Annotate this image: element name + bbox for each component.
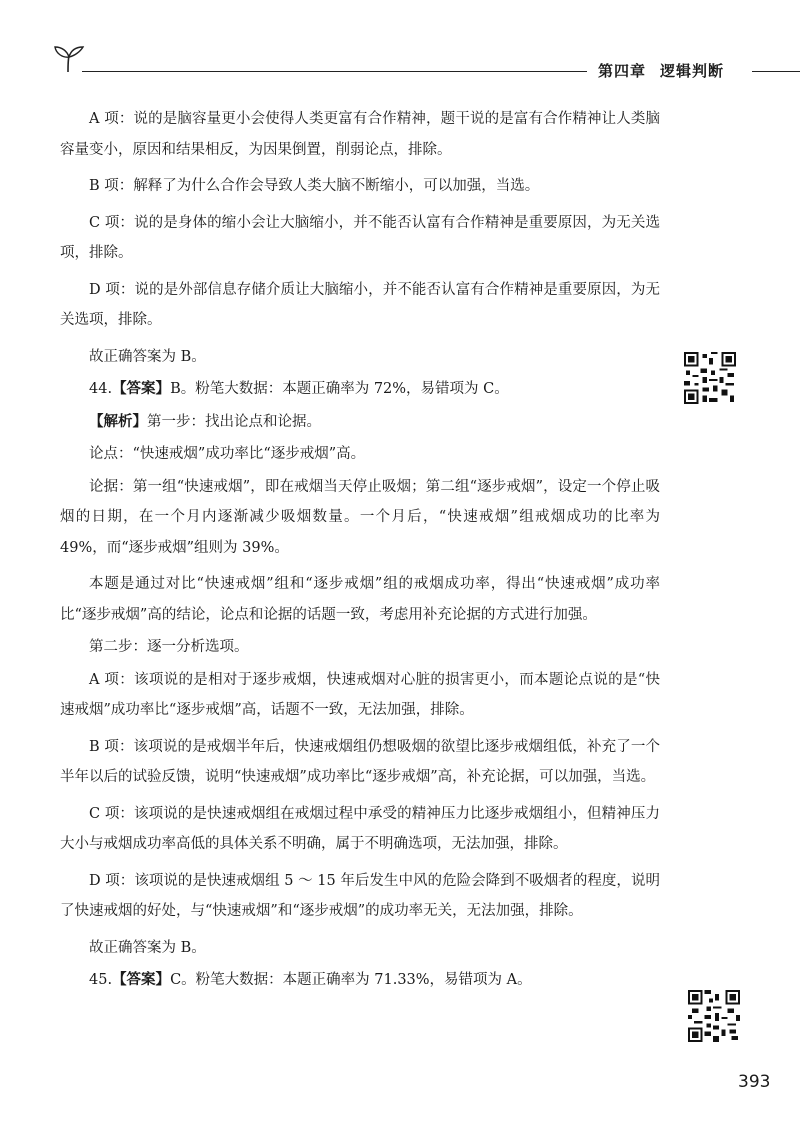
paragraph: C 项：说的是身体的缩小会让大脑缩小，并不能否认富有合作精神是重要原因，为无关选项，排除。: [60, 214, 660, 261]
answer-body: C。粉笔大数据：本题正确率为 71.33%，易错项为 A。: [170, 972, 532, 988]
paragraph: 故正确答案为 B。: [89, 348, 206, 365]
answer-body: B。粉笔大数据：本题正确率为 72%，易错项为 C。: [170, 381, 509, 397]
paragraph: 论点：“快速戒烟”成功率比“逐步戒烟”高。: [89, 446, 366, 462]
paragraph: 本题是通过对比“快速戒烟”组和“逐步戒烟”组的戒烟成功率，得出“快速戒烟”成功率比“逐步戒烟”高的结论，论点和论据的话题一致，考虑用补充论据的方式进行加强。: [60, 576, 660, 623]
answer-tag: 【答案】: [112, 380, 171, 397]
chapter-title: [598, 60, 724, 81]
analysis-44: [60, 407, 660, 438]
qr-code-icon[interactable]: [688, 990, 740, 1042]
paragraph: B 项：解释了为什么合作会导致人类大脑不断缩小，可以加强，当选。: [89, 178, 540, 194]
question-number: 45.: [89, 972, 113, 988]
paragraph: D 项：该项说的是快速戒烟组 5 ～ 15 年后发生中风的危险会降到不吸烟者的程度，说明了快速戒烟的好处，与“快速戒烟”和“逐步戒烟”的成功率无关，无法加强，排除。: [60, 872, 660, 919]
analysis-tag: 【解析】: [89, 412, 147, 430]
answer-tag: 【答案】: [112, 971, 171, 988]
paragraph: C 项：该项说的是快速戒烟组在戒烟过程中承受的精神压力比逐步戒烟组小，但精神压力大小与戒烟成功率高低的具体关系不明确，属于不明确选项，无法加强，排除。: [60, 805, 660, 852]
header-rule-left: [82, 71, 587, 72]
paragraph: D 项：说的是外部信息存储介质让大脑缩小，并不能否认富有合作精神是重要原因，为无关选项，排除。: [60, 281, 660, 328]
paragraph: 论据：第一组“快速戒烟”，即在戒烟当天停止吸烟；第二组“逐步戒烟”，设定一个停止吸烟的日期，在一个月内逐渐减少吸烟数量。一个月后，“快速戒烟”组戒烟成功的比率为 49%，而“逐步戒烟”组则为 39%。: [60, 478, 660, 556]
chapter-label: 第四章: [598, 62, 647, 80]
paragraph: 第二步：逐一分析选项。: [89, 639, 249, 655]
section-label: 逻辑判断: [660, 62, 725, 80]
page-number: 393: [738, 1072, 771, 1092]
paragraph: A 项：该项说的是相对于逐步戒烟，快速戒烟对心脏的损害更小，而本题论点说的是“快速戒烟”成功率比“逐步戒烟”高，话题不一致，无法加强，排除。: [60, 671, 660, 718]
answer-45: [60, 965, 660, 996]
question-number: 44.: [89, 381, 113, 397]
paragraph: B 项：该项说的是戒烟半年后，快速戒烟组仍想吸烟的欲望比逐步戒烟组低，补充了一个半年以后的试验反馈，说明“快速戒烟”成功率比“逐步戒烟”高，补充论据，可以加强，当选。: [60, 738, 660, 785]
sprout-icon: [52, 44, 86, 74]
paragraph: A 项：说的是脑容量更小会使得人类更富有合作精神，题干说的是富有合作精神让人类脑容量变小，原因和结果相反，为因果倒置，削弱论点，排除。: [60, 111, 660, 158]
page-header: [0, 0, 800, 90]
header-rule-right: [752, 71, 800, 72]
analysis-body: 第一步：找出论点和论据。: [147, 413, 321, 430]
paragraph: 故正确答案为 B。: [89, 939, 206, 956]
answer-44: [60, 374, 660, 405]
page-body: [60, 104, 660, 998]
qr-code-icon[interactable]: [684, 352, 736, 404]
